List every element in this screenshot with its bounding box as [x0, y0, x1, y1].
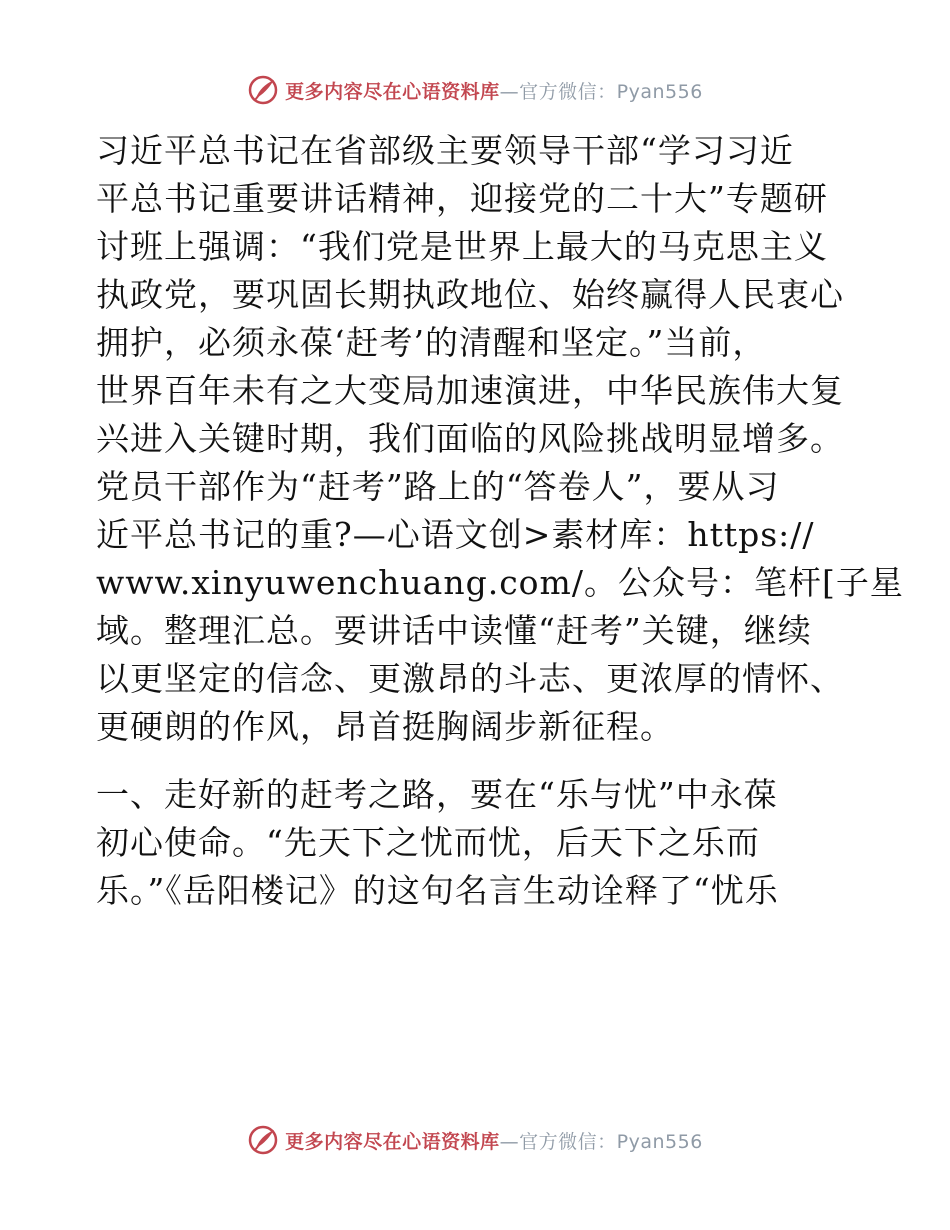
paragraph-intro — [96, 127, 904, 751]
quill-logo-icon — [247, 74, 279, 106]
watermark-contact: 官方微信：Pyan556 — [519, 1130, 703, 1153]
watermark-header — [0, 70, 950, 110]
text-line: 讨班上强调：“我们党是世界上最大的马克思主义 — [96, 227, 828, 266]
text-line: 习近平总书记在省部级主要领导干部“学习习近 — [96, 131, 794, 170]
text-line: 执政党，要巩固长期执政地位、始终赢得人民衷心 — [96, 275, 844, 314]
text-line: 近平总书记的重?—心语文创>素材库：https:// — [96, 515, 815, 554]
watermark-footer — [0, 1120, 950, 1160]
section-heading-line: 一、走好新的赶考之路，要在“乐与忧”中永葆 — [96, 775, 778, 814]
document-body — [96, 127, 904, 915]
text-line: 平总书记重要讲话精神，迎接党的二十大”专题研 — [96, 179, 828, 218]
text-line: 党员干部作为“赶考”路上的“答卷人”，要从习 — [96, 467, 780, 506]
watermark-brand: 更多内容尽在心语资料库 — [285, 80, 500, 103]
watermark-contact: 官方微信：Pyan556 — [519, 80, 703, 103]
watermark-text — [285, 1127, 703, 1154]
paragraph-section-one — [96, 771, 856, 915]
text-line: 以更坚定的信念、更激昂的斗志、更浓厚的情怀、 — [96, 659, 844, 698]
text-line: www.xinyuwenchuang.com/。公众号：笔杆[子星 — [96, 563, 904, 602]
quill-logo-icon — [247, 1124, 279, 1156]
paragraph-gap — [96, 751, 856, 771]
text-line: 兴进入关键时期，我们面临的风险挑战明显增多。 — [96, 419, 844, 458]
text-line: 拥护，必须永葆‘赶考’的清醒和坚定。”当前， — [96, 323, 767, 362]
text-line: 域。整理汇总。要讲话中读懂“赶考”关键，继续 — [96, 611, 812, 650]
watermark-separator: — — [499, 80, 520, 103]
text-line: 初心使命。“先天下之忧而忧，后天下之乐而 — [96, 823, 760, 862]
text-line: 世界百年未有之大变局加速演进，中华民族伟大复 — [96, 371, 844, 410]
watermark-brand: 更多内容尽在心语资料库 — [285, 1130, 500, 1153]
watermark-separator: — — [499, 1130, 520, 1153]
text-line: 更硬朗的作风，昂首挺胸阔步新征程。 — [96, 707, 674, 746]
watermark-text — [285, 77, 703, 104]
text-line: 乐。”《岳阳楼记》的这句名言生动诠释了“忧乐 — [96, 871, 779, 910]
